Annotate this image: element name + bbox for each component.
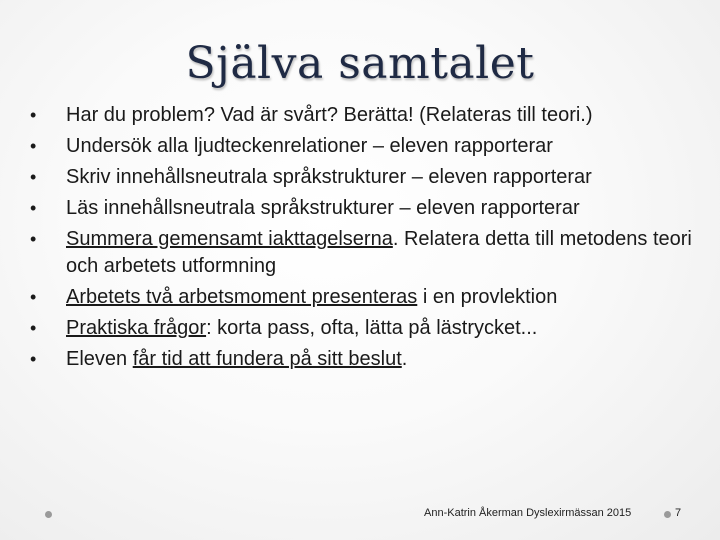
footer-right-dot-icon bbox=[664, 511, 671, 518]
bullet-dot-icon: • bbox=[30, 167, 37, 187]
footer-text: Ann-Katrin Åkerman Dyslexirmässan 2015 bbox=[424, 507, 632, 519]
bullet-item bbox=[24, 195, 704, 222]
bullet-dot-icon: • bbox=[30, 318, 37, 338]
underlined-text: Praktiska frågor bbox=[66, 317, 207, 339]
bullet-text: i en provlektion bbox=[417, 286, 558, 308]
bullet-dot-icon: • bbox=[30, 136, 37, 156]
bullet-item bbox=[24, 226, 704, 280]
underlined-text: Arbetets två arbetsmoment presenteras bbox=[66, 286, 418, 308]
bullet-item bbox=[24, 164, 704, 191]
bullet-item bbox=[24, 346, 704, 373]
page-number: 7 bbox=[675, 507, 682, 519]
bullet-text: . bbox=[401, 348, 408, 370]
bullet-item bbox=[24, 284, 704, 311]
bullet-text: Har du problem? Vad är svårt? Berätta! (Relateras till teori.) bbox=[66, 104, 593, 126]
bullet-text: : korta pass, ofta, lätta på lästrycket... bbox=[206, 317, 538, 339]
bullet-text: Skriv innehållsneutrala språkstrukturer – eleven rapporterar bbox=[66, 166, 592, 188]
bullet-text: Eleven bbox=[66, 348, 133, 370]
bullet-text: . Relatera detta till metodens teori och arbetets utformning bbox=[66, 228, 692, 277]
underlined-text: Summera gemensamt iakttagelserna bbox=[66, 228, 393, 250]
bullet-text: Läs innehållsneutrala språkstrukturer – eleven rapporterar bbox=[66, 197, 580, 219]
bullet-dot-icon: • bbox=[30, 287, 37, 307]
bullet-item bbox=[24, 102, 704, 129]
bullet-text: Undersök alla ljudteckenrelationer – eleven rapporterar bbox=[66, 135, 553, 157]
slide-title: Själva samtalet bbox=[185, 38, 535, 89]
footer-left-dot-icon bbox=[45, 511, 52, 518]
bullet-dot-icon: • bbox=[30, 349, 37, 369]
bullet-item bbox=[24, 133, 704, 160]
bullet-dot-icon: • bbox=[30, 198, 37, 218]
underlined-text: får tid att fundera på sitt beslut bbox=[132, 348, 402, 370]
bullet-dot-icon: • bbox=[30, 229, 37, 249]
bullet-dot-icon: • bbox=[30, 105, 37, 125]
bullet-item bbox=[24, 315, 704, 342]
bullet-list bbox=[24, 102, 704, 377]
